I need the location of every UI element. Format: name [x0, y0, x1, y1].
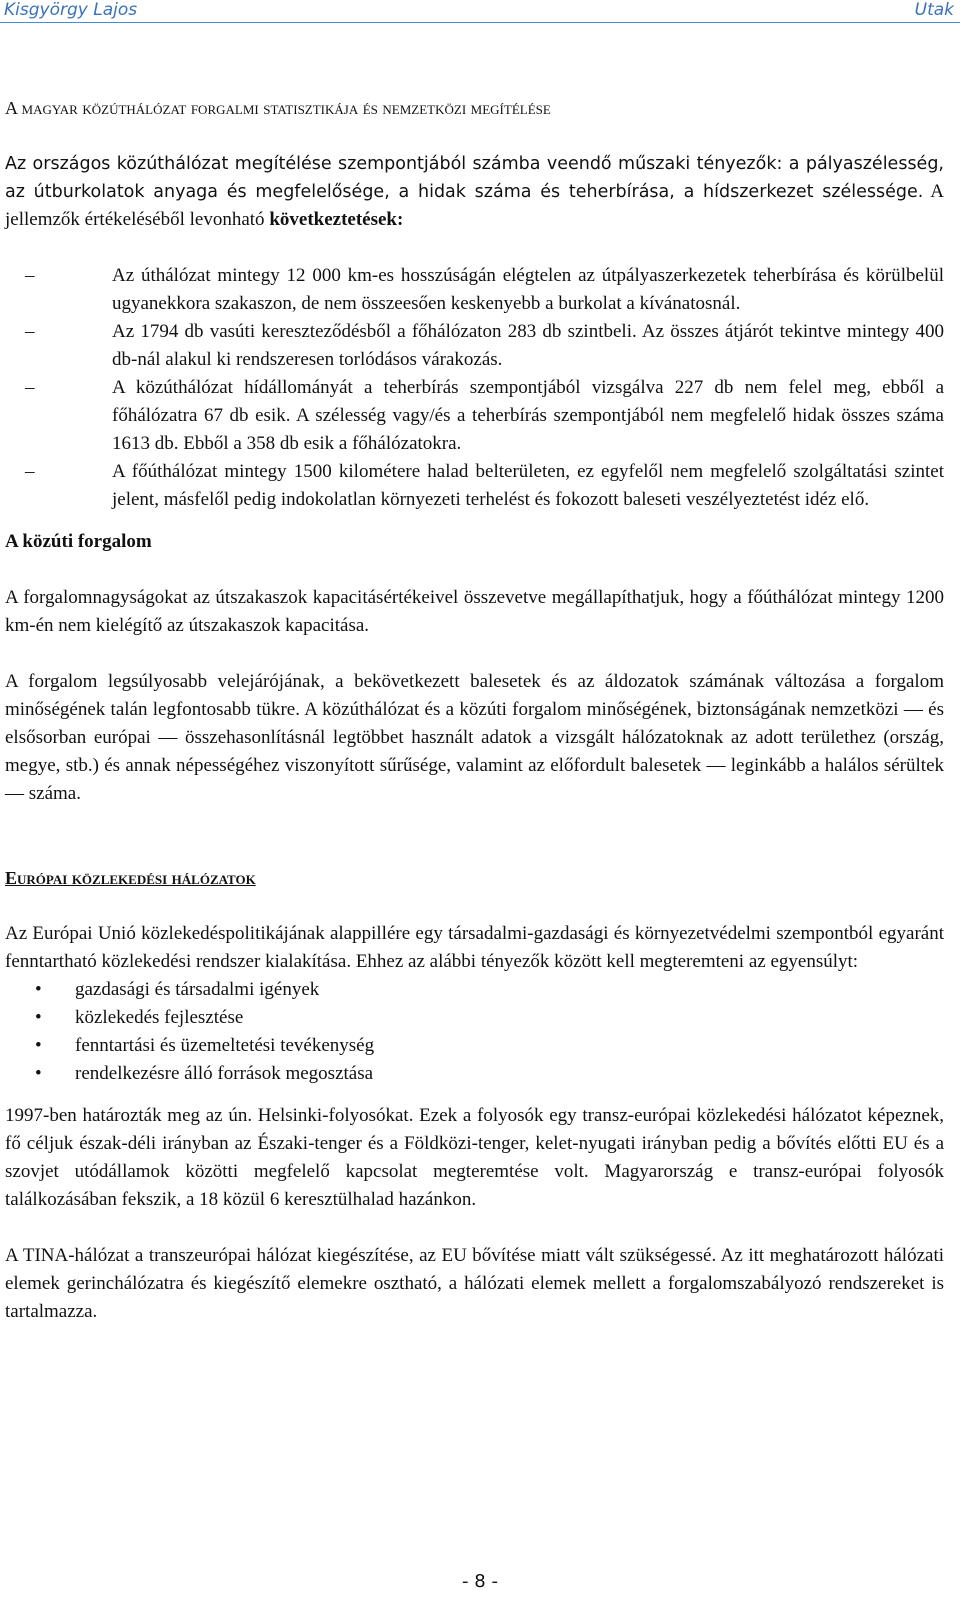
list-item-text: gazdasági és társadalmi igények — [75, 979, 320, 1000]
intro-sans-text: Az országos közúthálózat megítélése szempontjából számba veendő műszaki tényezők: a pályaszélesség, az útburkolatok anyaga és megfelelősége, a hidak száma és teherbírása, a hídszerkezet szélessége. — [5, 154, 944, 202]
list-item — [5, 1004, 944, 1032]
eu-paragraph-1: Az Európai Unió közlekedéspolitikájának alappillére egy társadalmi-gazdasági és környezetvédelmi szempontból egyaránt fenntartható közlekedési rendszer kialakítása. Ehhez az alábbi tényezők között kell megteremteni az egyensúlyt: — [5, 923, 944, 972]
section-heading-1: A magyar közúthálózat forgalmi statisztikája és nemzetközi megítélése — [5, 98, 551, 118]
dash-marker: – — [25, 265, 35, 286]
page-number: - 8 - — [462, 1571, 498, 1592]
header-author: Kisgyörgy Lajos — [4, 0, 138, 20]
list-item — [5, 458, 944, 514]
list-item — [5, 262, 944, 318]
intro-bold-text: következtetések: — [269, 209, 404, 230]
list-item — [5, 374, 944, 458]
dash-marker: – — [25, 377, 35, 398]
section-heading-2: A közúti forgalom — [5, 531, 152, 552]
header-title: Utak — [914, 0, 954, 20]
bullet-marker: • — [35, 979, 42, 1000]
list-item-text: közlekedés fejlesztése — [75, 1007, 244, 1028]
list-item-text: Az 1794 db vasúti kereszteződésből a főhálózaton 283 db szintbeli. Az összes átjárót tekintve mintegy 400 db-nál alakul ki rendszeresen torlódásos várakozás. — [112, 321, 944, 370]
list-item-text: A főúthálózat mintegy 1500 kilométere halad belterületen, ez egyfelől nem megfelelő szolgáltatási szintet jelent, másfelől pedig indokolatlan környezeti terhelést és fokozott baleseti veszélyeztetést idéz elő. — [112, 461, 944, 510]
conclusions-list — [5, 262, 944, 514]
list-item-text: A közúthálózat hídállományát a teherbírás szempontjából vizsgálva 227 db nem felel meg, ebből a főhálózatra 67 db esik. A szélesség vagy/és a teherbírás szempontjából nem megfelelő hidak összes száma 1613 db. Ebből a 358 db esik a főhálózatokra. — [112, 377, 944, 454]
eu-paragraph-2: 1997-ben határozták meg az ún. Helsinki-folyosókat. Ezek a folyosók egy transz-európai közlekedési hálózatot képeznek, fő céljuk észak-déli irányban az Északi-tenger és a Földközi-tenger, kelet-nyugati irányban pedig a bővítés előtti EU és a szovjet utódállamok közötti megfelelő kapcsolat megteremtése volt. Magyarország e transz-európai folyosók találkozásában fekszik, a 18 közül 6 keresztülhalad hazánkon. — [5, 1105, 944, 1210]
dash-marker: – — [25, 461, 35, 482]
bullet-marker: • — [35, 1007, 42, 1028]
list-item — [5, 1032, 944, 1060]
list-item-text: fenntartási és üzemeltetési tevékenység — [75, 1035, 375, 1056]
page-content — [5, 94, 944, 1326]
dash-marker: – — [25, 321, 35, 342]
factors-list — [5, 976, 944, 1088]
bullet-marker: • — [35, 1035, 42, 1056]
list-item — [5, 318, 944, 374]
list-item — [5, 976, 944, 1004]
page-header — [0, 0, 960, 23]
traffic-paragraph-2: A forgalom legsúlyosabb velejárójának, a bekövetkezett balesetek és az áldozatok számának változása a forgalom minőségének talán legfontosabb tükre. A közúthálózat és a közúti forgalom minőségének, biztonságának nemzetközi — és elsősorban európai — összehasonlításnál legtöbbet használt adatok a vizsgált hálózatoknak az adott területhez (ország, megye, stb.) és annak népességéhez viszonyított sűrűsége, valamint az előfordult balesetek — leginkább a halálos sérültek — száma. — [5, 671, 944, 804]
traffic-paragraph-1: A forgalomnagyságokat az útszakaszok kapacitásértékeivel összevetve megállapíthatjuk, hogy a főúthálózat mintegy 1200 km-én nem kielégítő az útszakaszok kapacitása. — [5, 587, 944, 636]
list-item-text: Az úthálózat mintegy 12 000 km-es hosszúságán elégtelen az útpályaszerkezetek teherbírása és körülbelül ugyanekkora szakaszon, de nem összeesően keskenyebb a burkolat a kívánatosnál. — [112, 265, 944, 314]
intro-paragraph — [5, 150, 944, 234]
intro-serif-text: A jellemzők értékeléséből levonható — [5, 181, 945, 230]
list-item-text: rendelkezésre álló források megosztása — [75, 1063, 374, 1084]
bullet-marker: • — [35, 1063, 42, 1084]
list-item — [5, 1060, 944, 1088]
section-heading-3: Európai közlekedési hálózatok — [5, 868, 256, 888]
eu-paragraph-3: A TINA-hálózat a transzeurópai hálózat kiegészítése, az EU bővítése miatt vált szükségessé. Az itt meghatározott hálózati elemek gerinchálózatra és kiegészítő elemekre osztható, a hálózati elemek mellett a forgalomszabályozó rendszereket is tartalmazza. — [5, 1245, 944, 1322]
